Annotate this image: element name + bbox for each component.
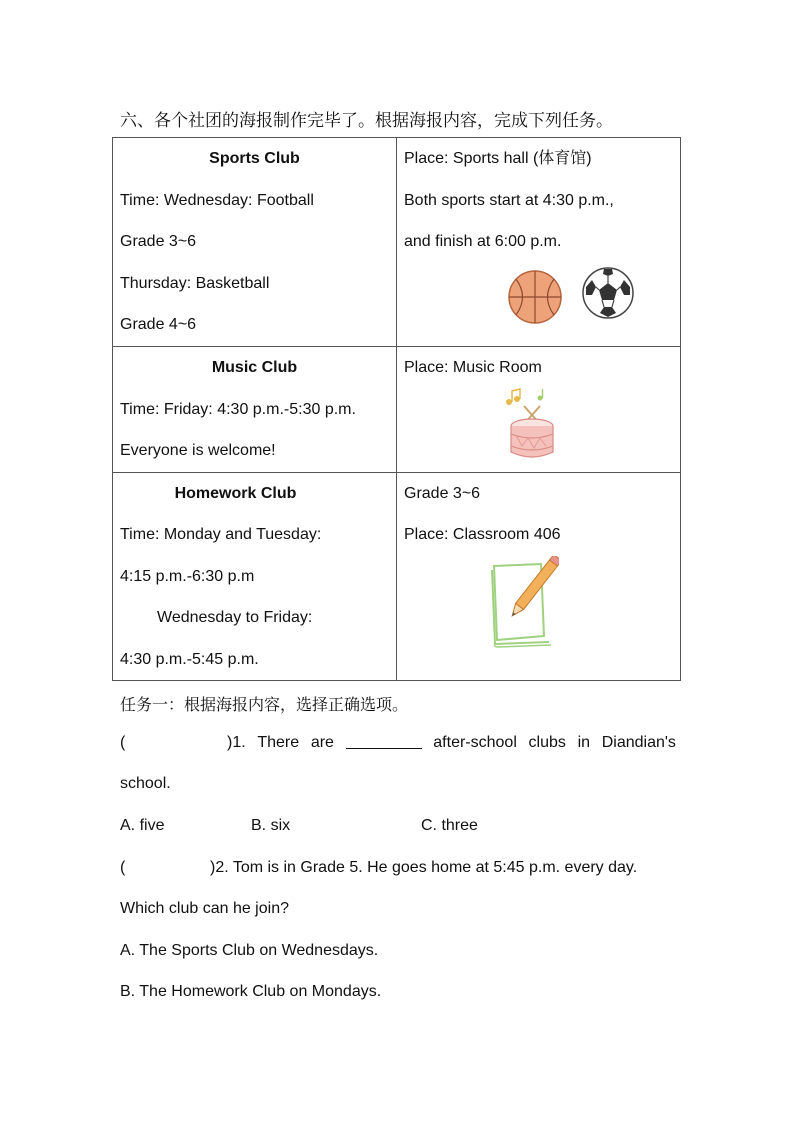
homework-grade: Grade 3~6 <box>404 484 481 502</box>
music-club-row <box>113 347 681 473</box>
sports-club-title: Sports Club <box>209 150 300 167</box>
sports-club-info <box>113 138 397 347</box>
q2-option-b[interactable]: B. The Homework Club on Mondays. <box>120 983 382 1000</box>
homework-time-line2: 4:15 p.m.-6:30 p.m <box>120 567 255 585</box>
sports-time-line1: Time: Wednesday: Football <box>120 191 314 209</box>
q2-continuation: Which club can he join? <box>120 900 289 917</box>
music-club-place <box>397 347 681 473</box>
sports-detail1: Both sports start at 4:30 p.m., <box>404 191 614 209</box>
q1-line <box>120 734 676 752</box>
sports-detail2: and finish at 6:00 p.m. <box>404 233 562 250</box>
music-club-info <box>113 347 397 473</box>
soccer-ball-icon <box>580 265 636 321</box>
homework-club-info <box>113 472 397 681</box>
sports-time-line3: Thursday: Basketball <box>120 274 270 292</box>
q1-word-1: There <box>257 734 300 751</box>
task1-title: 任务一：根据海报内容，选择正确选项。 <box>120 695 409 714</box>
q1-number[interactable]: )1. <box>227 734 246 751</box>
q2-option-a[interactable]: A. The Sports Club on Wednesdays. <box>120 942 379 959</box>
q1-continuation: school. <box>120 775 171 792</box>
q1-answer-blank[interactable] <box>346 734 422 749</box>
homework-club-place <box>397 472 681 681</box>
music-note: Everyone is welcome! <box>120 442 276 459</box>
homework-time-line4: 4:30 p.m.-5:45 p.m. <box>120 650 259 668</box>
q2-paren-open: ( <box>120 859 126 876</box>
homework-club-title: Homework Club <box>174 484 297 502</box>
sports-club-place <box>397 138 681 347</box>
music-notes-icon <box>506 389 543 405</box>
q1-word-6: Diandian's <box>601 734 676 751</box>
music-time: Time: Friday: 4:30 p.m.-5:30 p.m. <box>120 400 356 418</box>
music-place: Place: Music Room <box>404 359 542 376</box>
basketball-icon <box>505 268 565 326</box>
q1-word-4: clubs <box>528 734 566 751</box>
homework-time-line1: Time: Monday and Tuesday: <box>120 526 322 543</box>
club-poster-table <box>112 137 681 681</box>
drum-icon <box>500 388 560 462</box>
q1-word-3: after-school <box>433 734 517 751</box>
homework-time-line3: Wednesday to Friday: <box>157 609 313 626</box>
q1-word-2: are <box>310 734 334 751</box>
sports-place: Place: Sports hall (体育馆) <box>404 150 592 167</box>
sports-club-row <box>113 138 681 347</box>
music-club-title: Music Club <box>211 359 298 376</box>
q1-option-b[interactable]: B. six <box>251 817 291 834</box>
q1-word-5: in <box>577 734 591 751</box>
q2-stem: )2. Tom is in Grade 5. He goes home at 5:45 p.m. every day. <box>210 859 638 876</box>
sports-time-line2: Grade 3~6 <box>120 233 197 250</box>
q1-paren-open: ( <box>120 734 126 751</box>
homework-club-row <box>113 472 681 681</box>
section-heading: 六、各个社团的海报制作完毕了。根据海报内容，完成下列任务。 <box>120 111 613 131</box>
homework-place: Place: Classroom 406 <box>404 526 561 543</box>
q1-option-a[interactable]: A. five <box>120 817 165 834</box>
notebook-pencil-icon <box>489 556 559 648</box>
sports-time-line4: Grade 4~6 <box>120 316 197 333</box>
q1-option-c[interactable]: C. three <box>421 817 478 834</box>
